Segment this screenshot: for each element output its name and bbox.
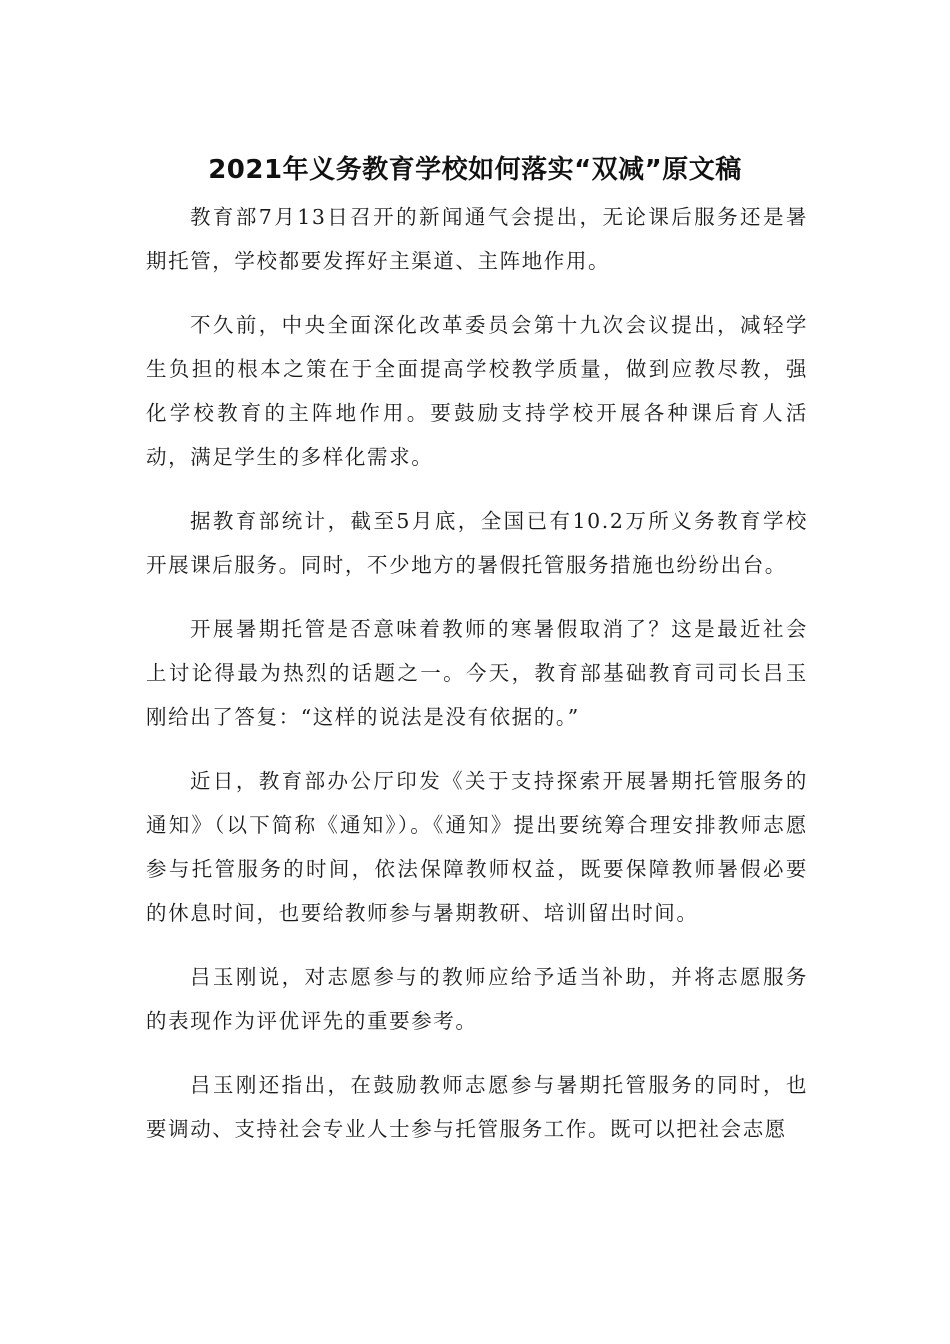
paragraph: 不久前，中央全面深化改革委员会第十九次会议提出，减轻学生负担的根本之策在于全面提高学校教学质量，做到应教尽教，强化学校教育的主阵地作用。要鼓励支持学校开展各种课后育人活动，满足学生的多样化需求。 <box>146 313 808 469</box>
paragraph: 开展暑期托管是否意味着教师的寒暑假取消了？这是最近社会上讨论得最为热烈的话题之一。今天，教育部基础教育司司长吕玉刚给出了答复：“这样的说法是没有依据的。” <box>146 617 808 729</box>
paragraph: 近日，教育部办公厅印发《关于支持探索开展暑期托管服务的通知》（以下简称《通知》）。《通知》提出要统筹合理安排教师志愿参与托管服务的时间，依法保障教师权益，既要保障教师暑假必要的休息时间，也要给教师参与暑期教研、培训留出时间。 <box>146 769 808 925</box>
document-title: 2021年义务教育学校如何落实“双减”原文稿 <box>208 155 742 186</box>
paragraph: 据教育部统计，截至5月底，全国已有10.2万所义务教育学校开展课后服务。同时，不少地方的暑假托管服务措施也纷纷出台。 <box>146 509 808 577</box>
paragraph: 教育部7月13日召开的新闻通气会提出，无论课后服务还是暑期托管，学校都要发挥好主渠道、主阵地作用。 <box>146 205 808 273</box>
document-body <box>146 195 808 1171</box>
paragraph: 吕玉刚还指出，在鼓励教师志愿参与暑期托管服务的同时，也要调动、支持社会专业人士参与托管服务工作。既可以把社会志愿 <box>146 1073 808 1141</box>
paragraph: 吕玉刚说，对志愿参与的教师应给予适当补助，并将志愿服务的表现作为评优评先的重要参考。 <box>146 965 808 1033</box>
